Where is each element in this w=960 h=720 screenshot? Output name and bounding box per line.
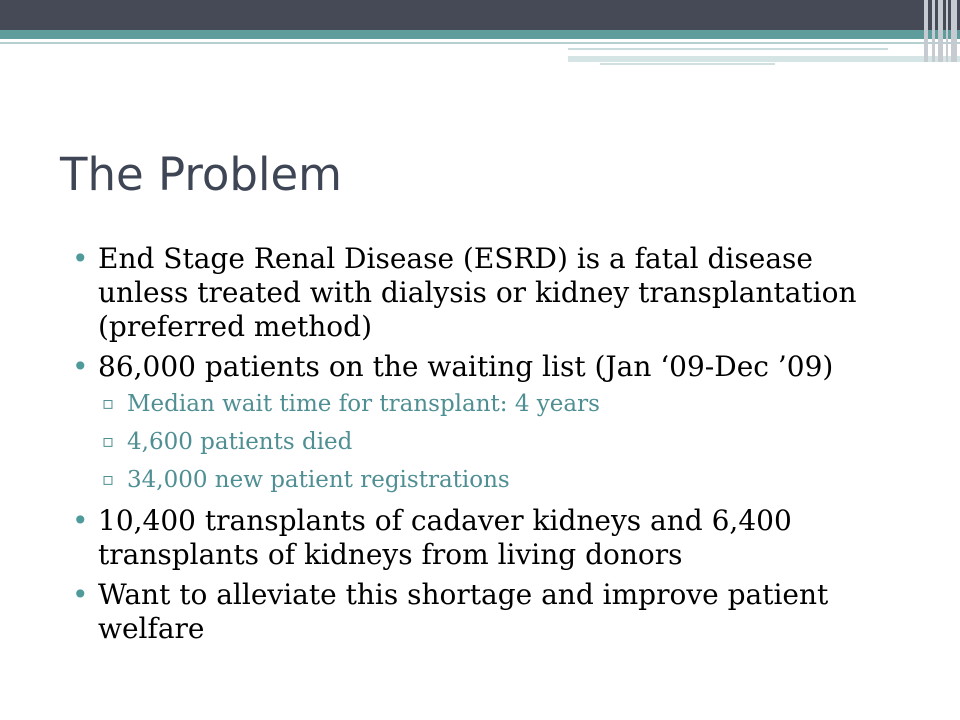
bullet-dot-icon: • xyxy=(72,242,89,275)
bullet-waiting-list xyxy=(72,350,912,384)
sub-bullet-square-icon: ▫ xyxy=(102,431,115,452)
bullet-dot-icon: • xyxy=(72,578,89,611)
sub-bullet-square-icon: ▫ xyxy=(102,469,115,490)
header-stripes xyxy=(922,0,960,62)
header-teal-band xyxy=(0,30,960,39)
bullet-esrd xyxy=(72,242,912,344)
decor-line-b xyxy=(568,56,960,62)
header-rule xyxy=(0,42,960,44)
slide-content xyxy=(72,242,912,652)
bullet-text: Want to alleviate this shortage and improve patient welfare xyxy=(98,578,829,645)
sub-bullet-text: 4,600 patients died xyxy=(127,429,353,455)
decor-line-a xyxy=(568,48,888,50)
bullet-text: 10,400 transplants of cadaver kidneys and 6,400 transplants of kidneys from living donors xyxy=(98,504,792,571)
bullet-text: End Stage Renal Disease (ESRD) is a fatal disease unless treated with dialysis or kidney transplantation (preferred method) xyxy=(98,242,857,343)
bullet-dot-icon: • xyxy=(72,504,89,537)
slide-title: The Problem xyxy=(60,148,342,201)
sub-bullet-text: 34,000 new patient registrations xyxy=(127,467,510,493)
bullet-transplants xyxy=(72,504,912,572)
decor-line-c xyxy=(600,63,775,65)
sub-bullet-text: Median wait time for transplant: 4 years xyxy=(127,391,600,417)
bullet-alleviate xyxy=(72,578,912,646)
sub-bullet-wait-time xyxy=(72,390,912,418)
sub-bullet-registrations xyxy=(72,466,912,494)
sub-bullet-square-icon: ▫ xyxy=(102,393,115,414)
bullet-dot-icon: • xyxy=(72,350,89,383)
sub-bullet-died xyxy=(72,428,912,456)
header-dark-band xyxy=(0,0,960,30)
bullet-text: 86,000 patients on the waiting list (Jan ‘09-Dec ’09) xyxy=(98,350,834,383)
